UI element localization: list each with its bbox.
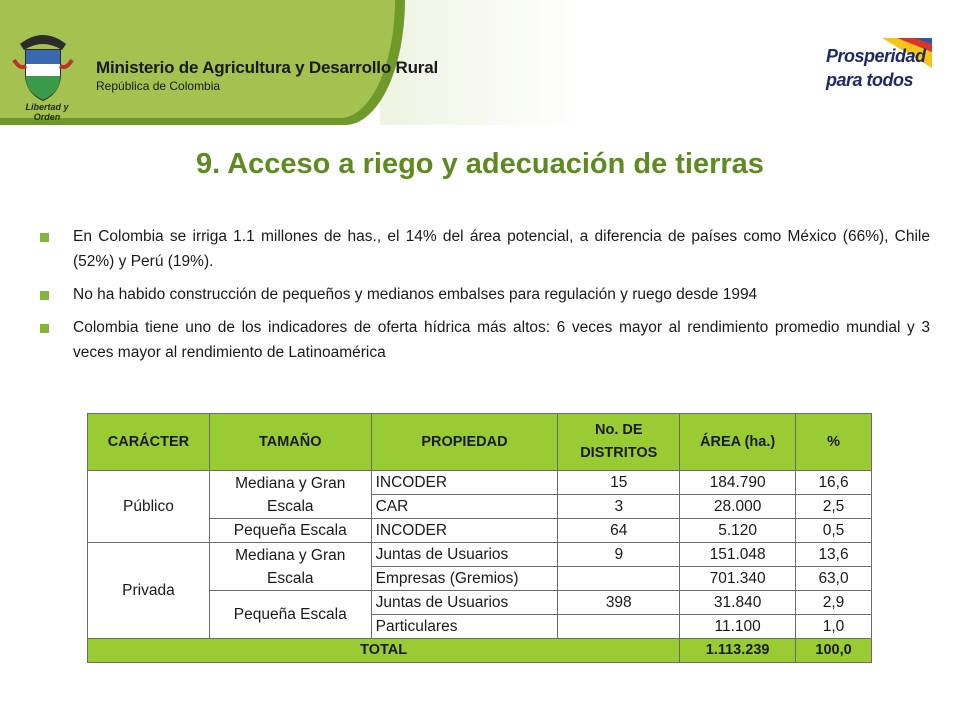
logo-text-line1: Prosperidad (826, 46, 926, 66)
header-bar (0, 0, 960, 125)
cell-propiedad: Juntas de Usuarios (371, 591, 558, 615)
cell-area: 151.048 (680, 543, 796, 567)
motto-text: Libertad y Orden (25, 102, 69, 122)
ministry-subtitle: República de Colombia (96, 79, 221, 93)
bullet-list (40, 224, 930, 373)
cell-percent: 13,6 (796, 543, 872, 567)
header-caracter: CARÁCTER (88, 414, 210, 471)
cell-propiedad: INCODER (371, 471, 558, 495)
group-tamano-pequena: Pequeña Escala (209, 519, 371, 543)
cell-distritos (558, 615, 680, 639)
cell-distritos: 15 (558, 471, 680, 495)
header-area: ÁREA (ha.) (680, 414, 796, 471)
cell-propiedad: CAR (371, 495, 558, 519)
ministry-title: Ministerio de Agricultura y Desarrollo Rural (96, 58, 438, 77)
cell-percent: 2,9 (796, 591, 872, 615)
coat-of-arms-icon (12, 30, 74, 102)
cell-distritos: 3 (558, 495, 680, 519)
header-percent: % (796, 414, 872, 471)
cell-propiedad: Particulares (371, 615, 558, 639)
cell-area: 28.000 (680, 495, 796, 519)
group-tamano-mediana-gran: Mediana y Gran Escala (209, 471, 371, 519)
group-tamano-pequena: Pequeña Escala (209, 591, 371, 639)
header-tamano: TAMAÑO (209, 414, 371, 471)
cell-distritos: 398 (558, 591, 680, 615)
bullet-text: Colombia tiene uno de los indicadores de oferta hídrica más altos: 6 veces mayor al rendimiento promedio mundial y 3 veces mayor al rendimiento de Latinoamérica (73, 319, 930, 361)
group-caracter-privada: Privada (88, 543, 210, 639)
table-row (88, 543, 872, 567)
page-title: 9. Acceso a riego y adecuación de tierras (196, 148, 764, 180)
cell-propiedad: INCODER (371, 519, 558, 543)
cell-area: 11.100 (680, 615, 796, 639)
cell-area: 184.790 (680, 471, 796, 495)
group-tamano-mediana-gran: Mediana y Gran Escala (209, 543, 371, 591)
cell-percent: 1,0 (796, 615, 872, 639)
irrigation-table (87, 413, 872, 663)
table-row (88, 471, 872, 495)
bullet-item (40, 224, 930, 274)
cell-distritos (558, 567, 680, 591)
logo-text-line2: para todos (826, 70, 914, 90)
cell-percent: 0,5 (796, 519, 872, 543)
cell-propiedad: Juntas de Usuarios (371, 543, 558, 567)
cell-percent: 63,0 (796, 567, 872, 591)
cell-area: 5.120 (680, 519, 796, 543)
bullet-square-icon (40, 233, 49, 242)
header-propiedad: PROPIEDAD (371, 414, 558, 471)
bullet-square-icon (40, 324, 49, 333)
cell-percent: 16,6 (796, 471, 872, 495)
bullet-text: En Colombia se irriga 1.1 millones de has., el 14% del área potencial, a diferencia de países como México (66%), Chile (52%) y Perú (19%). (73, 228, 930, 270)
total-area: 1.113.239 (680, 639, 796, 663)
total-percent: 100,0 (796, 639, 872, 663)
table-header-row (88, 414, 872, 471)
group-caracter-publico: Público (88, 471, 210, 543)
header-distritos: No. DE DISTRITOS (558, 414, 680, 471)
cell-propiedad: Empresas (Gremios) (371, 567, 558, 591)
bullet-item (40, 315, 930, 365)
cell-area: 701.340 (680, 567, 796, 591)
total-label: TOTAL (88, 639, 680, 663)
cell-distritos: 9 (558, 543, 680, 567)
bullet-item (40, 282, 930, 307)
table-total-row (88, 639, 872, 663)
bullet-text: No ha habido construcción de pequeños y medianos embalses para regulación y ruego desde 1994 (73, 286, 758, 303)
bullet-square-icon (40, 291, 49, 300)
cell-distritos: 64 (558, 519, 680, 543)
cell-percent: 2,5 (796, 495, 872, 519)
cell-area: 31.840 (680, 591, 796, 615)
